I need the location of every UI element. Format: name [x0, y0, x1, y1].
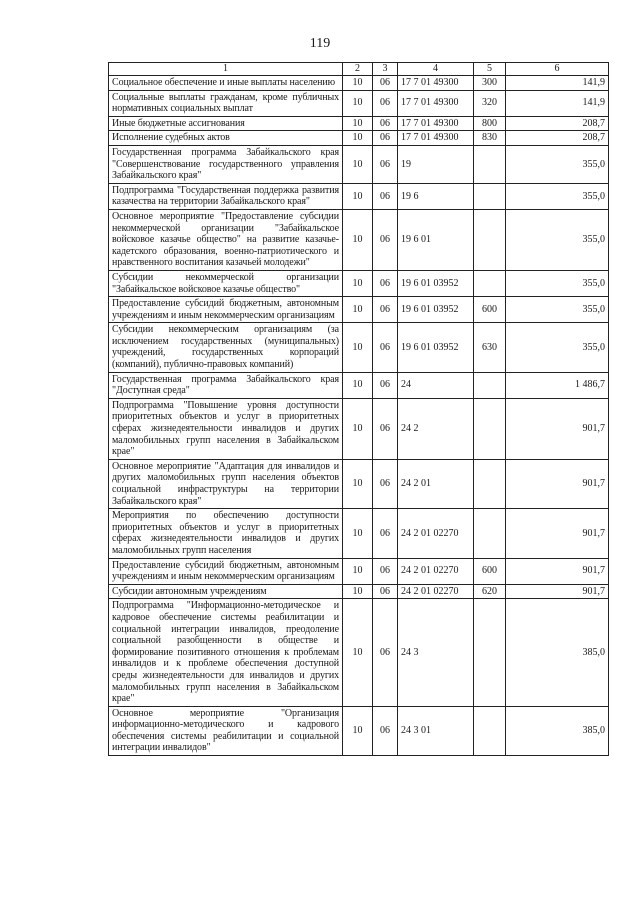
table-row: [109, 599, 609, 706]
row-pr-cell: 06: [373, 183, 398, 209]
row-sum-cell: 385,0: [506, 706, 609, 755]
table-row: [109, 90, 609, 116]
row-sum-cell: 385,0: [506, 599, 609, 706]
row-pr-cell: 06: [373, 323, 398, 372]
row-vr-cell: 830: [474, 131, 506, 146]
row-name-cell: Социальные выплаты гражданам, кроме публичных нормативных социальных выплат: [109, 90, 343, 116]
row-sum-cell: 141,9: [506, 76, 609, 91]
row-csr-cell: 19 6 01 03952: [398, 323, 474, 372]
row-rz-cell: 10: [343, 459, 373, 508]
row-name-cell: Подпрограмма "Информационно-методическое и кадровое обеспечение системы реабилитации и социальной интеграции инвалидов, преодоление социальной разобщенности в обществе и формирование позитивного отношения к проблемам инвалидов и к проблеме обеспечения доступной среды жизнедеятельности для инвалидов и других маломобильных групп населения в Забайкальском крае": [109, 599, 343, 706]
row-pr-cell: 06: [373, 372, 398, 398]
row-name-cell: Основное мероприятие "Предоставление субсидии некоммерческой организации "Забайкальское войсковое казачье общество" на развитие казачье-кадетского образования, военно-патриотического и нравственного воспитания казачьей молодежи": [109, 209, 343, 270]
budget-table: [108, 62, 609, 756]
row-csr-cell: 19 6 01 03952: [398, 297, 474, 323]
row-pr-cell: 06: [373, 706, 398, 755]
row-csr-cell: 24 2: [398, 398, 474, 459]
row-csr-cell: 17 7 01 49300: [398, 90, 474, 116]
column-header: 2: [343, 63, 373, 76]
row-rz-cell: 10: [343, 145, 373, 183]
row-vr-cell: [474, 270, 506, 296]
row-rz-cell: 10: [343, 372, 373, 398]
row-rz-cell: 10: [343, 398, 373, 459]
row-pr-cell: 06: [373, 76, 398, 91]
row-name-cell: Мероприятия по обеспечению доступности приоритетных объектов и услуг в приоритетных сферах жизнедеятельности инвалидов и других маломобильных групп населения: [109, 509, 343, 558]
row-csr-cell: 24 2 01: [398, 459, 474, 508]
table-row: [109, 558, 609, 584]
table-row: [109, 372, 609, 398]
row-sum-cell: 208,7: [506, 116, 609, 131]
column-header: 4: [398, 63, 474, 76]
table-row: [109, 116, 609, 131]
row-sum-cell: 355,0: [506, 270, 609, 296]
row-sum-cell: 141,9: [506, 90, 609, 116]
row-csr-cell: 17 7 01 49300: [398, 131, 474, 146]
table-row: [109, 131, 609, 146]
row-vr-cell: 600: [474, 297, 506, 323]
column-header: 5: [474, 63, 506, 76]
row-csr-cell: 24 3: [398, 599, 474, 706]
row-name-cell: Основное мероприятие "Организация информационно-методического и кадрового обеспечения системы реабилитации и социальной интеграции инвалидов": [109, 706, 343, 755]
column-header: 6: [506, 63, 609, 76]
row-pr-cell: 06: [373, 459, 398, 508]
table-row: [109, 459, 609, 508]
row-csr-cell: 19 6 01: [398, 209, 474, 270]
row-vr-cell: 630: [474, 323, 506, 372]
row-rz-cell: 10: [343, 90, 373, 116]
row-name-cell: Предоставление субсидий бюджетным, автономным учреждениям и иным некоммерческим организациям: [109, 558, 343, 584]
table-row: [109, 209, 609, 270]
row-sum-cell: 208,7: [506, 131, 609, 146]
row-rz-cell: 10: [343, 209, 373, 270]
row-csr-cell: 17 7 01 49300: [398, 76, 474, 91]
row-csr-cell: 19 6 01 03952: [398, 270, 474, 296]
table-row: [109, 270, 609, 296]
row-name-cell: Государственная программа Забайкальского края "Совершенствование государственного управления Забайкальского края": [109, 145, 343, 183]
row-vr-cell: [474, 183, 506, 209]
row-pr-cell: 06: [373, 270, 398, 296]
table-row: [109, 706, 609, 755]
row-sum-cell: 901,7: [506, 509, 609, 558]
row-name-cell: Предоставление субсидий бюджетным, автономным учреждениям и иным некоммерческим организациям: [109, 297, 343, 323]
table-row: [109, 145, 609, 183]
row-sum-cell: 355,0: [506, 183, 609, 209]
table-row: [109, 76, 609, 91]
row-rz-cell: 10: [343, 323, 373, 372]
row-name-cell: Субсидии автономным учреждениям: [109, 584, 343, 599]
column-header: 1: [109, 63, 343, 76]
row-vr-cell: [474, 145, 506, 183]
row-rz-cell: 10: [343, 706, 373, 755]
row-pr-cell: 06: [373, 599, 398, 706]
row-vr-cell: [474, 706, 506, 755]
row-vr-cell: [474, 398, 506, 459]
row-vr-cell: 320: [474, 90, 506, 116]
row-rz-cell: 10: [343, 76, 373, 91]
row-rz-cell: 10: [343, 558, 373, 584]
table-row: [109, 584, 609, 599]
row-pr-cell: 06: [373, 297, 398, 323]
row-name-cell: Субсидии некоммерческим организациям (за исключением государственных (муниципальных) учреждений, государственных корпораций (компаний), публично-правовых компаний): [109, 323, 343, 372]
row-pr-cell: 06: [373, 131, 398, 146]
table-row: [109, 183, 609, 209]
row-pr-cell: 06: [373, 145, 398, 183]
table-row: [109, 509, 609, 558]
row-pr-cell: 06: [373, 398, 398, 459]
row-csr-cell: 24 2 01 02270: [398, 584, 474, 599]
row-sum-cell: 901,7: [506, 459, 609, 508]
row-csr-cell: 19 6: [398, 183, 474, 209]
row-csr-cell: 24 2 01 02270: [398, 558, 474, 584]
table-row: [109, 398, 609, 459]
row-vr-cell: [474, 459, 506, 508]
row-name-cell: Подпрограмма "Повышение уровня доступности приоритетных объектов и услуг в приоритетных сферах жизнедеятельности инвалидов и других маломобильных групп населения в Забайкальском крае": [109, 398, 343, 459]
row-vr-cell: [474, 599, 506, 706]
row-pr-cell: 06: [373, 558, 398, 584]
row-vr-cell: [474, 372, 506, 398]
row-vr-cell: 620: [474, 584, 506, 599]
table-header-row: [109, 63, 609, 76]
row-csr-cell: 19: [398, 145, 474, 183]
row-rz-cell: 10: [343, 297, 373, 323]
row-sum-cell: 901,7: [506, 584, 609, 599]
row-sum-cell: 355,0: [506, 145, 609, 183]
row-pr-cell: 06: [373, 90, 398, 116]
row-sum-cell: 355,0: [506, 209, 609, 270]
row-name-cell: Государственная программа Забайкальского края "Доступная среда": [109, 372, 343, 398]
row-name-cell: Подпрограмма "Государственная поддержка развития казачества на территории Забайкальского края": [109, 183, 343, 209]
row-name-cell: Иные бюджетные ассигнования: [109, 116, 343, 131]
row-rz-cell: 10: [343, 599, 373, 706]
row-rz-cell: 10: [343, 584, 373, 599]
row-vr-cell: 600: [474, 558, 506, 584]
row-sum-cell: 355,0: [506, 323, 609, 372]
row-pr-cell: 06: [373, 209, 398, 270]
row-vr-cell: 300: [474, 76, 506, 91]
row-sum-cell: 901,7: [506, 558, 609, 584]
row-csr-cell: 17 7 01 49300: [398, 116, 474, 131]
row-sum-cell: 355,0: [506, 297, 609, 323]
row-sum-cell: 1 486,7: [506, 372, 609, 398]
page-number: 119: [309, 36, 331, 51]
row-name-cell: Субсидии некоммерческой организации "Забайкальское войсковое казачье общество": [109, 270, 343, 296]
row-rz-cell: 10: [343, 270, 373, 296]
row-vr-cell: 800: [474, 116, 506, 131]
row-vr-cell: [474, 509, 506, 558]
row-vr-cell: [474, 209, 506, 270]
table-row: [109, 297, 609, 323]
row-pr-cell: 06: [373, 509, 398, 558]
column-header: 3: [373, 63, 398, 76]
table-row: [109, 323, 609, 372]
row-name-cell: Исполнение судебных актов: [109, 131, 343, 146]
row-rz-cell: 10: [343, 116, 373, 131]
row-csr-cell: 24: [398, 372, 474, 398]
row-pr-cell: 06: [373, 116, 398, 131]
row-name-cell: Социальное обеспечение и иные выплаты населению: [109, 76, 343, 91]
row-csr-cell: 24 3 01: [398, 706, 474, 755]
row-name-cell: Основное мероприятие "Адаптация для инвалидов и других маломобильных групп населения объектов социальной инфраструктуры на территории Забайкальского края": [109, 459, 343, 508]
row-pr-cell: 06: [373, 584, 398, 599]
row-sum-cell: 901,7: [506, 398, 609, 459]
row-rz-cell: 10: [343, 509, 373, 558]
row-csr-cell: 24 2 01 02270: [398, 509, 474, 558]
row-rz-cell: 10: [343, 131, 373, 146]
row-rz-cell: 10: [343, 183, 373, 209]
